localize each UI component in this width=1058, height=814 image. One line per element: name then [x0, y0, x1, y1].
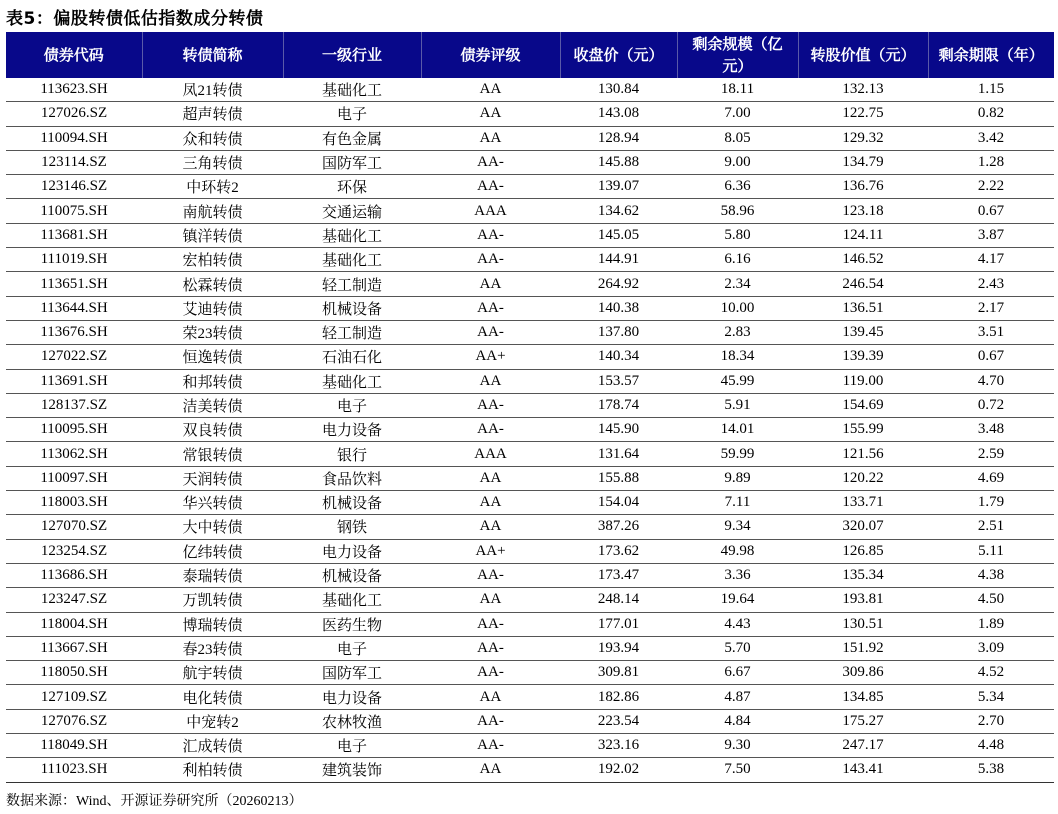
cell-close-price: 323.16 [560, 734, 677, 758]
cell-rating: AA- [421, 418, 560, 442]
cell-industry: 电子 [283, 393, 421, 417]
cell-conversion-value: 121.56 [798, 442, 928, 466]
cell-close-price: 178.74 [560, 393, 677, 417]
cell-bond-name: 超声转债 [142, 102, 283, 126]
cell-remaining-size: 18.34 [677, 345, 798, 369]
cell-rating: AA+ [421, 539, 560, 563]
column-header-rating: 债券评级 [421, 32, 560, 78]
cell-rating: AA [421, 466, 560, 490]
cell-conversion-value: 126.85 [798, 539, 928, 563]
cell-close-price: 192.02 [560, 758, 677, 782]
cell-remaining-term: 5.38 [928, 758, 1054, 782]
cell-rating: AA- [421, 709, 560, 733]
cell-conversion-value: 136.51 [798, 296, 928, 320]
cell-remaining-size: 4.43 [677, 612, 798, 636]
cell-remaining-term: 2.22 [928, 175, 1054, 199]
cell-remaining-term: 0.67 [928, 199, 1054, 223]
cell-industry: 农林牧渔 [283, 709, 421, 733]
cell-bond-name: 亿纬转债 [142, 539, 283, 563]
table-row [6, 612, 1054, 636]
cell-bond-code: 123254.SZ [6, 539, 142, 563]
cell-close-price: 153.57 [560, 369, 677, 393]
cell-conversion-value: 154.69 [798, 393, 928, 417]
cell-rating: AA [421, 588, 560, 612]
cell-close-price: 128.94 [560, 126, 677, 150]
cell-remaining-term: 2.17 [928, 296, 1054, 320]
table-row [6, 734, 1054, 758]
cell-close-price: 155.88 [560, 466, 677, 490]
cell-close-price: 223.54 [560, 709, 677, 733]
cell-remaining-term: 2.43 [928, 272, 1054, 296]
cell-conversion-value: 123.18 [798, 199, 928, 223]
cell-bond-code: 127076.SZ [6, 709, 142, 733]
cell-industry: 电子 [283, 102, 421, 126]
cell-rating: AA- [421, 393, 560, 417]
cell-close-price: 140.38 [560, 296, 677, 320]
table-row [6, 539, 1054, 563]
cell-remaining-term: 5.34 [928, 685, 1054, 709]
table-row [6, 150, 1054, 174]
cell-remaining-term: 4.52 [928, 661, 1054, 685]
cell-bond-code: 113667.SH [6, 636, 142, 660]
cell-industry: 轻工制造 [283, 320, 421, 344]
cell-bond-name: 中环转2 [142, 175, 283, 199]
cell-industry: 环保 [283, 175, 421, 199]
table-row [6, 418, 1054, 442]
table-row [6, 126, 1054, 150]
cell-remaining-term: 4.70 [928, 369, 1054, 393]
cell-rating: AA [421, 491, 560, 515]
cell-remaining-size: 45.99 [677, 369, 798, 393]
cell-bond-name: 航宇转债 [142, 661, 283, 685]
cell-industry: 基础化工 [283, 223, 421, 247]
cell-bond-code: 127109.SZ [6, 685, 142, 709]
table-row [6, 223, 1054, 247]
cell-bond-name: 宏柏转债 [142, 248, 283, 272]
cell-rating: AA [421, 78, 560, 102]
cell-industry: 银行 [283, 442, 421, 466]
cell-bond-name: 利柏转债 [142, 758, 283, 782]
cell-close-price: 143.08 [560, 102, 677, 126]
table-row [6, 442, 1054, 466]
cell-remaining-size: 7.11 [677, 491, 798, 515]
cell-remaining-size: 9.30 [677, 734, 798, 758]
table-row [6, 515, 1054, 539]
cell-rating: AA- [421, 636, 560, 660]
cell-conversion-value: 130.51 [798, 612, 928, 636]
cell-rating: AA- [421, 734, 560, 758]
cell-bond-name: 万凯转债 [142, 588, 283, 612]
cell-close-price: 131.64 [560, 442, 677, 466]
cell-bond-name: 凤21转债 [142, 78, 283, 102]
cell-conversion-value: 129.32 [798, 126, 928, 150]
cell-rating: AA- [421, 320, 560, 344]
cell-remaining-size: 14.01 [677, 418, 798, 442]
cell-bond-code: 118049.SH [6, 734, 142, 758]
table-row [6, 758, 1054, 782]
cell-remaining-size: 5.91 [677, 393, 798, 417]
cell-rating: AA [421, 758, 560, 782]
cell-remaining-size: 6.67 [677, 661, 798, 685]
cell-remaining-term: 1.15 [928, 78, 1054, 102]
cell-remaining-size: 9.89 [677, 466, 798, 490]
cell-bond-name: 泰瑞转债 [142, 563, 283, 587]
cell-conversion-value: 134.85 [798, 685, 928, 709]
cell-remaining-size: 5.70 [677, 636, 798, 660]
cell-remaining-size: 9.34 [677, 515, 798, 539]
cell-remaining-term: 3.42 [928, 126, 1054, 150]
cell-bond-name: 天润转债 [142, 466, 283, 490]
cell-bond-name: 常银转债 [142, 442, 283, 466]
cell-industry: 国防军工 [283, 150, 421, 174]
cell-close-price: 130.84 [560, 78, 677, 102]
column-header-remaining-term: 剩余期限（年） [928, 32, 1054, 78]
cell-bond-code: 127026.SZ [6, 102, 142, 126]
table-row [6, 709, 1054, 733]
cell-remaining-size: 6.16 [677, 248, 798, 272]
cell-rating: AA [421, 102, 560, 126]
cell-industry: 电力设备 [283, 539, 421, 563]
cell-bond-code: 113686.SH [6, 563, 142, 587]
cell-remaining-term: 4.69 [928, 466, 1054, 490]
table-row [6, 636, 1054, 660]
cell-close-price: 173.47 [560, 563, 677, 587]
cell-bond-code: 113623.SH [6, 78, 142, 102]
cell-close-price: 139.07 [560, 175, 677, 199]
column-header-bond-name: 转债简称 [142, 32, 283, 78]
cell-rating: AA- [421, 661, 560, 685]
table-row [6, 78, 1054, 102]
cell-conversion-value: 175.27 [798, 709, 928, 733]
cell-conversion-value: 124.11 [798, 223, 928, 247]
cell-bond-code: 113651.SH [6, 272, 142, 296]
cell-close-price: 248.14 [560, 588, 677, 612]
cell-industry: 医药生物 [283, 612, 421, 636]
cell-rating: AAA [421, 199, 560, 223]
cell-remaining-term: 4.38 [928, 563, 1054, 587]
cell-close-price: 140.34 [560, 345, 677, 369]
cell-remaining-size: 10.00 [677, 296, 798, 320]
cell-bond-name: 三角转债 [142, 150, 283, 174]
cell-bond-name: 中宠转2 [142, 709, 283, 733]
table-row [6, 661, 1054, 685]
cell-industry: 国防军工 [283, 661, 421, 685]
cell-industry: 轻工制造 [283, 272, 421, 296]
cell-remaining-size: 18.11 [677, 78, 798, 102]
cell-industry: 基础化工 [283, 369, 421, 393]
cell-bond-name: 双良转债 [142, 418, 283, 442]
cell-remaining-size: 49.98 [677, 539, 798, 563]
cell-remaining-size: 6.36 [677, 175, 798, 199]
column-header-conversion-value: 转股价值（元） [798, 32, 928, 78]
table-row [6, 563, 1054, 587]
cell-conversion-value: 132.13 [798, 78, 928, 102]
cell-industry: 石油石化 [283, 345, 421, 369]
cell-rating: AA+ [421, 345, 560, 369]
cell-remaining-term: 1.79 [928, 491, 1054, 515]
cell-conversion-value: 193.81 [798, 588, 928, 612]
cell-conversion-value: 139.39 [798, 345, 928, 369]
cell-industry: 机械设备 [283, 296, 421, 320]
cell-bond-name: 镇洋转债 [142, 223, 283, 247]
cell-rating: AA- [421, 612, 560, 636]
cell-conversion-value: 151.92 [798, 636, 928, 660]
cell-industry: 食品饮料 [283, 466, 421, 490]
cell-bond-name: 洁美转债 [142, 393, 283, 417]
cell-industry: 建筑装饰 [283, 758, 421, 782]
cell-rating: AA [421, 272, 560, 296]
cell-remaining-term: 4.17 [928, 248, 1054, 272]
cell-close-price: 387.26 [560, 515, 677, 539]
cell-remaining-term: 3.48 [928, 418, 1054, 442]
cell-rating: AA- [421, 150, 560, 174]
cell-close-price: 177.01 [560, 612, 677, 636]
cell-remaining-size: 4.84 [677, 709, 798, 733]
cell-bond-name: 大中转债 [142, 515, 283, 539]
cell-industry: 钢铁 [283, 515, 421, 539]
cell-industry: 基础化工 [283, 78, 421, 102]
cell-remaining-size: 9.00 [677, 150, 798, 174]
column-header-bond-code: 债券代码 [6, 32, 142, 78]
table-row [6, 466, 1054, 490]
cell-remaining-term: 2.59 [928, 442, 1054, 466]
cell-remaining-term: 4.48 [928, 734, 1054, 758]
cell-remaining-term: 0.67 [928, 345, 1054, 369]
table-row [6, 345, 1054, 369]
cell-close-price: 309.81 [560, 661, 677, 685]
cell-bond-code: 127070.SZ [6, 515, 142, 539]
cell-bond-name: 恒逸转债 [142, 345, 283, 369]
cell-conversion-value: 136.76 [798, 175, 928, 199]
cell-industry: 机械设备 [283, 563, 421, 587]
cell-rating: AAA [421, 442, 560, 466]
table-row [6, 272, 1054, 296]
cell-remaining-term: 3.51 [928, 320, 1054, 344]
cell-industry: 交通运输 [283, 199, 421, 223]
cell-remaining-size: 3.36 [677, 563, 798, 587]
cell-remaining-size: 2.34 [677, 272, 798, 296]
cell-bond-name: 春23转债 [142, 636, 283, 660]
cell-conversion-value: 246.54 [798, 272, 928, 296]
cell-close-price: 144.91 [560, 248, 677, 272]
cell-close-price: 173.62 [560, 539, 677, 563]
cell-industry: 基础化工 [283, 248, 421, 272]
table-body [6, 78, 1054, 782]
cell-bond-code: 118004.SH [6, 612, 142, 636]
table-title: 表5：偏股转债低估指数成分转债 [6, 9, 264, 29]
cell-bond-name: 艾迪转债 [142, 296, 283, 320]
column-header-industry: 一级行业 [283, 32, 421, 78]
table-row [6, 491, 1054, 515]
cell-rating: AA [421, 369, 560, 393]
cell-close-price: 145.90 [560, 418, 677, 442]
cell-rating: AA- [421, 175, 560, 199]
cell-conversion-value: 143.41 [798, 758, 928, 782]
cell-bond-name: 和邦转债 [142, 369, 283, 393]
cell-conversion-value: 146.52 [798, 248, 928, 272]
cell-remaining-term: 2.51 [928, 515, 1054, 539]
cell-bond-code: 128137.SZ [6, 393, 142, 417]
table-row [6, 175, 1054, 199]
cell-close-price: 134.62 [560, 199, 677, 223]
cell-remaining-size: 4.87 [677, 685, 798, 709]
cell-industry: 电子 [283, 636, 421, 660]
cell-bond-name: 华兴转债 [142, 491, 283, 515]
cell-conversion-value: 133.71 [798, 491, 928, 515]
cell-remaining-size: 58.96 [677, 199, 798, 223]
convertible-bond-table [6, 32, 1054, 783]
cell-conversion-value: 309.86 [798, 661, 928, 685]
cell-conversion-value: 139.45 [798, 320, 928, 344]
cell-bond-code: 123146.SZ [6, 175, 142, 199]
cell-bond-name: 众和转债 [142, 126, 283, 150]
table-row [6, 369, 1054, 393]
column-header-close-price: 收盘价（元） [560, 32, 677, 78]
table-row [6, 199, 1054, 223]
cell-remaining-size: 8.05 [677, 126, 798, 150]
cell-conversion-value: 135.34 [798, 563, 928, 587]
cell-remaining-size: 7.50 [677, 758, 798, 782]
table-row [6, 588, 1054, 612]
cell-bond-code: 113681.SH [6, 223, 142, 247]
table-row [6, 102, 1054, 126]
cell-conversion-value: 320.07 [798, 515, 928, 539]
cell-bond-code: 113691.SH [6, 369, 142, 393]
cell-industry: 电力设备 [283, 685, 421, 709]
cell-conversion-value: 155.99 [798, 418, 928, 442]
cell-remaining-term: 1.89 [928, 612, 1054, 636]
cell-rating: AA- [421, 563, 560, 587]
cell-bond-code: 110075.SH [6, 199, 142, 223]
cell-remaining-term: 2.70 [928, 709, 1054, 733]
cell-close-price: 145.88 [560, 150, 677, 174]
cell-close-price: 182.86 [560, 685, 677, 709]
cell-bond-code: 111023.SH [6, 758, 142, 782]
cell-industry: 基础化工 [283, 588, 421, 612]
table-row [6, 320, 1054, 344]
cell-bond-code: 123247.SZ [6, 588, 142, 612]
cell-rating: AA [421, 515, 560, 539]
cell-industry: 机械设备 [283, 491, 421, 515]
source-note: 数据来源：Wind、开源证券研究所（20260213） [6, 794, 303, 809]
cell-industry: 有色金属 [283, 126, 421, 150]
cell-rating: AA- [421, 248, 560, 272]
cell-bond-code: 127022.SZ [6, 345, 142, 369]
cell-remaining-term: 3.87 [928, 223, 1054, 247]
cell-bond-code: 110097.SH [6, 466, 142, 490]
cell-bond-code: 113062.SH [6, 442, 142, 466]
cell-bond-code: 118003.SH [6, 491, 142, 515]
cell-conversion-value: 120.22 [798, 466, 928, 490]
cell-bond-code: 113644.SH [6, 296, 142, 320]
cell-bond-name: 松霖转债 [142, 272, 283, 296]
cell-close-price: 193.94 [560, 636, 677, 660]
cell-remaining-term: 0.82 [928, 102, 1054, 126]
cell-conversion-value: 119.00 [798, 369, 928, 393]
cell-remaining-term: 1.28 [928, 150, 1054, 174]
cell-bond-name: 博瑞转债 [142, 612, 283, 636]
cell-bond-code: 113676.SH [6, 320, 142, 344]
cell-bond-code: 111019.SH [6, 248, 142, 272]
cell-remaining-term: 4.50 [928, 588, 1054, 612]
cell-bond-name: 汇成转债 [142, 734, 283, 758]
cell-bond-name: 荣23转债 [142, 320, 283, 344]
table-row [6, 393, 1054, 417]
table-row [6, 248, 1054, 272]
table-row [6, 685, 1054, 709]
cell-remaining-term: 5.11 [928, 539, 1054, 563]
cell-remaining-size: 59.99 [677, 442, 798, 466]
cell-bond-name: 南航转债 [142, 199, 283, 223]
cell-remaining-size: 7.00 [677, 102, 798, 126]
table-row [6, 296, 1054, 320]
cell-bond-code: 118050.SH [6, 661, 142, 685]
cell-rating: AA- [421, 223, 560, 247]
cell-remaining-size: 19.64 [677, 588, 798, 612]
cell-close-price: 154.04 [560, 491, 677, 515]
cell-bond-code: 110095.SH [6, 418, 142, 442]
cell-conversion-value: 122.75 [798, 102, 928, 126]
cell-industry: 电子 [283, 734, 421, 758]
cell-conversion-value: 134.79 [798, 150, 928, 174]
cell-bond-name: 电化转债 [142, 685, 283, 709]
cell-bond-code: 123114.SZ [6, 150, 142, 174]
column-header-remaining-size: 剩余规模（亿元） [677, 32, 798, 78]
table-header-row [6, 32, 1054, 78]
cell-remaining-term: 0.72 [928, 393, 1054, 417]
cell-industry: 电力设备 [283, 418, 421, 442]
cell-close-price: 137.80 [560, 320, 677, 344]
cell-bond-code: 110094.SH [6, 126, 142, 150]
cell-close-price: 145.05 [560, 223, 677, 247]
cell-remaining-size: 2.83 [677, 320, 798, 344]
cell-rating: AA- [421, 296, 560, 320]
cell-remaining-size: 5.80 [677, 223, 798, 247]
cell-rating: AA [421, 126, 560, 150]
cell-remaining-term: 3.09 [928, 636, 1054, 660]
cell-close-price: 264.92 [560, 272, 677, 296]
cell-rating: AA [421, 685, 560, 709]
cell-conversion-value: 247.17 [798, 734, 928, 758]
